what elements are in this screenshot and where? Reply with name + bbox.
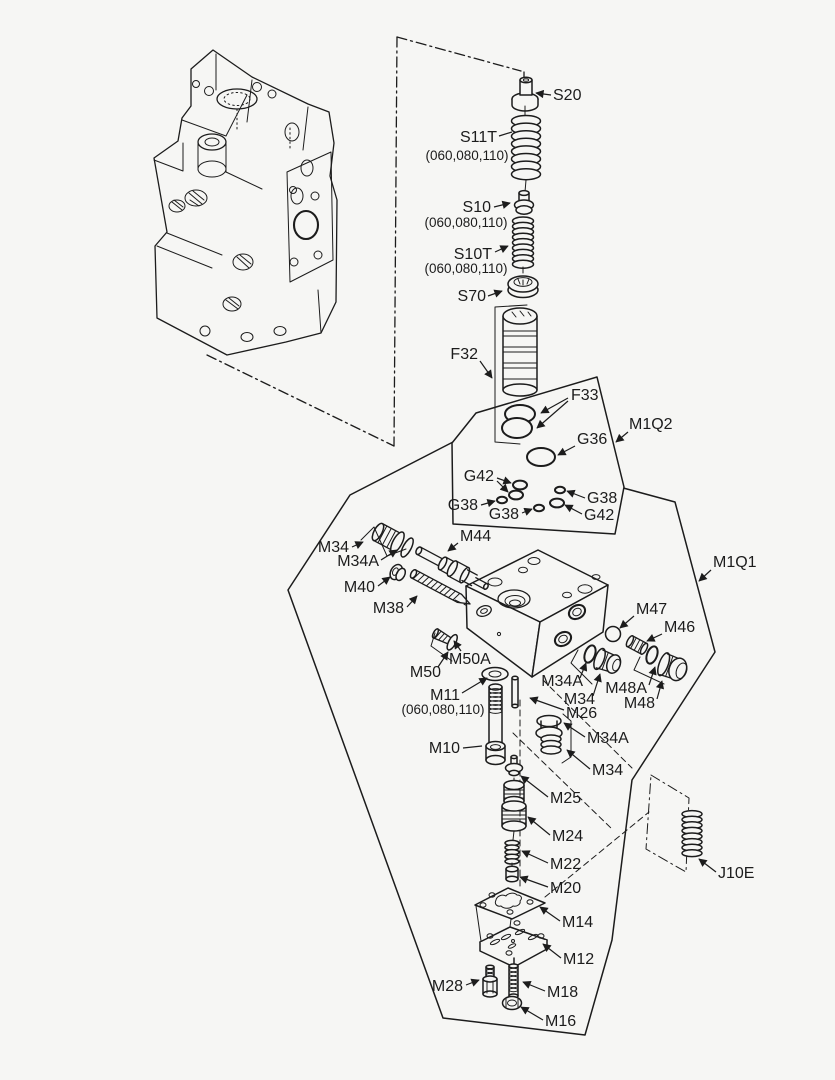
svg-text:S70: S70 — [457, 288, 486, 305]
callout-f32 — [450, 346, 492, 378]
svg-text:M48: M48 — [623, 695, 655, 712]
phantom-reference-lines — [207, 37, 524, 446]
part-j10e-spring — [682, 811, 702, 857]
svg-text:M25: M25 — [550, 790, 582, 807]
svg-text:(060,080,110): (060,080,110) — [425, 148, 509, 163]
svg-text:M38: M38 — [372, 600, 404, 617]
svg-text:G38: G38 — [587, 490, 618, 507]
svg-text:F32: F32 — [450, 346, 478, 363]
callout-j10e — [699, 859, 754, 882]
coil-turn — [541, 746, 561, 754]
svg-text:G42: G42 — [463, 468, 494, 485]
svg-text:M34: M34 — [592, 762, 624, 779]
svg-text:M34: M34 — [563, 691, 595, 708]
part-m24-piston — [502, 778, 526, 831]
part-s10t-spring — [513, 217, 534, 268]
svg-text:M44: M44 — [460, 528, 492, 545]
svg-text:(060,080,110): (060,080,110) — [401, 702, 485, 717]
svg-text:(060,080,110): (060,080,110) — [424, 215, 508, 230]
callout-s10t — [424, 246, 508, 276]
svg-text:M16: M16 — [545, 1013, 577, 1030]
svg-text:M12: M12 — [563, 951, 595, 968]
svg-text:S11T: S11T — [459, 129, 497, 146]
part-m47-ball — [606, 627, 621, 642]
svg-text:F33: F33 — [571, 387, 599, 404]
part-s10-poppet — [515, 191, 534, 215]
coil-turn — [512, 169, 541, 180]
svg-text:M14: M14 — [562, 914, 594, 931]
svg-text:M48A: M48A — [605, 680, 647, 697]
svg-text:M34A: M34A — [541, 673, 583, 690]
svg-text:M50: M50 — [409, 664, 441, 681]
callout-s70 — [458, 288, 502, 305]
coil-turn — [682, 850, 702, 857]
svg-text:M34A: M34A — [587, 730, 629, 747]
svg-text:G38: G38 — [488, 506, 519, 523]
callout-s11t — [425, 129, 512, 163]
svg-text:M40: M40 — [343, 579, 375, 596]
callout-m1q1 — [699, 554, 757, 581]
svg-text:G42: G42 — [584, 507, 615, 524]
svg-text:M46: M46 — [664, 619, 696, 636]
svg-text:M10: M10 — [428, 740, 460, 757]
part-m22-spring — [505, 840, 519, 864]
svg-text:M34: M34 — [317, 539, 349, 556]
svg-text:M22: M22 — [550, 856, 582, 873]
part-g36-oring — [527, 448, 555, 466]
part-f33-orings — [502, 405, 535, 438]
svg-text:M18: M18 — [547, 984, 579, 1001]
part-s70-seat — [508, 276, 538, 298]
part-s11t-spring — [512, 116, 541, 180]
svg-text:M47: M47 — [636, 601, 668, 618]
part-m34-spring-lower — [541, 735, 561, 754]
svg-text:M11: M11 — [430, 687, 460, 704]
part-f32-spool — [503, 308, 537, 396]
svg-text:M20: M20 — [550, 880, 582, 897]
callout-s10 — [424, 199, 510, 230]
callout-label: S20 — [553, 87, 582, 104]
callout-s20 — [536, 87, 582, 104]
svg-text:G38: G38 — [447, 497, 478, 514]
part-s20-plug — [512, 77, 538, 117]
svg-text:S10: S10 — [462, 199, 491, 216]
svg-text:M26: M26 — [566, 705, 598, 722]
svg-text:M50A: M50A — [449, 651, 491, 668]
svg-text:M34A: M34A — [337, 553, 379, 570]
svg-text:G36: G36 — [577, 431, 608, 448]
svg-text:M28: M28 — [431, 978, 463, 995]
part-m16-nut — [503, 997, 522, 1010]
svg-text:S10T: S10T — [453, 246, 492, 263]
callout-m1q2 — [616, 416, 673, 442]
svg-text:J10E: J10E — [718, 865, 755, 882]
assembled-valve-body-illustration — [154, 50, 337, 355]
svg-text:M1Q1: M1Q1 — [713, 554, 757, 571]
svg-text:M24: M24 — [552, 828, 584, 845]
svg-text:M1Q2: M1Q2 — [629, 416, 673, 433]
svg-text:(060,080,110): (060,080,110) — [424, 261, 508, 276]
